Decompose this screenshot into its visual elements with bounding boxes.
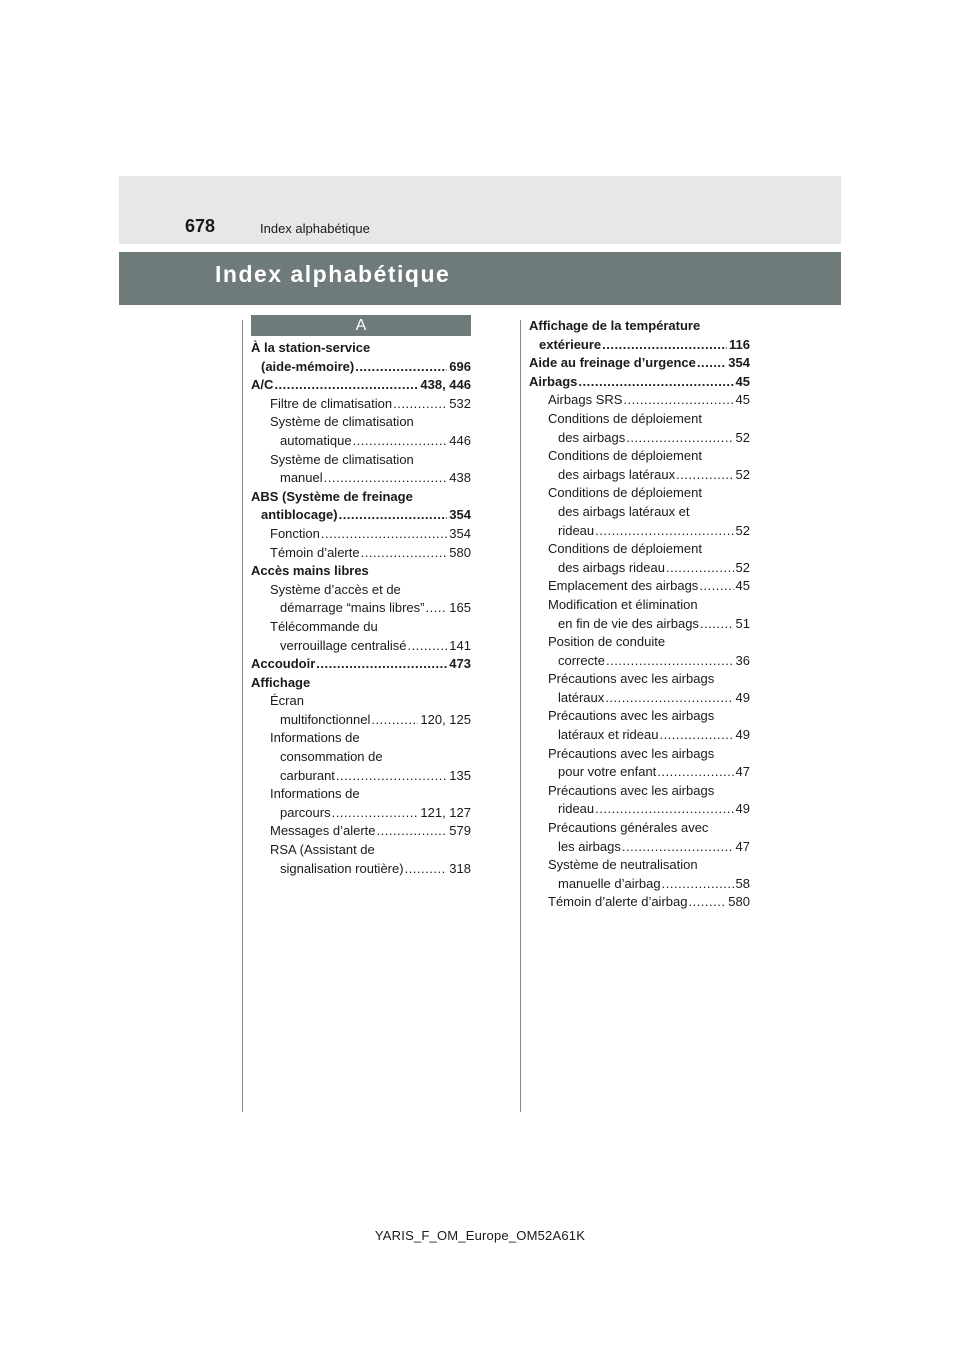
entry-text: Airbags SRS — [548, 392, 623, 408]
entry-text: (aide-mémoire) — [261, 358, 355, 374]
page-reference: 696 — [449, 358, 471, 374]
index-entry — [529, 410, 750, 429]
index-entry — [529, 540, 750, 559]
page-reference: 438, 446 — [420, 377, 471, 393]
page-reference: 116 — [729, 336, 750, 352]
index-entry — [529, 447, 750, 466]
index-entry — [251, 358, 471, 377]
index-entry — [251, 785, 471, 804]
entry-text: extérieure — [539, 336, 602, 352]
index-entry — [251, 692, 471, 711]
index-entry — [529, 354, 750, 373]
index-entry — [529, 838, 750, 857]
index-entry — [251, 395, 471, 414]
index-entry — [529, 429, 750, 448]
dot-leader — [377, 822, 448, 841]
page-reference: 52 — [735, 522, 750, 538]
page-reference: 579 — [449, 823, 471, 839]
index-entry — [529, 336, 750, 355]
entry-text: Système d’accès et de — [270, 581, 401, 597]
index-entry — [529, 763, 750, 782]
entry-text: ABS (Système de freinage — [251, 488, 413, 504]
entry-text: Témoin d’alerte d’airbag — [548, 894, 688, 910]
entry-text: Système de neutralisation — [548, 857, 698, 873]
index-entry — [529, 596, 750, 615]
entry-text: Accoudoir — [251, 656, 316, 672]
index-entry — [251, 432, 471, 451]
page-reference: 36 — [735, 652, 750, 668]
dot-leader — [622, 838, 734, 857]
entry-text: Système de climatisation — [270, 451, 414, 467]
index-entry — [251, 339, 471, 358]
entry-text: signalisation routière) — [280, 860, 404, 876]
dot-leader — [336, 767, 447, 786]
entry-text: des airbags — [558, 429, 626, 445]
entry-text: démarrage “mains libres” — [280, 600, 425, 616]
page-number: 678 — [185, 216, 216, 236]
index-entry — [529, 615, 750, 634]
entry-text: Affichage — [251, 674, 311, 690]
entry-text: latéraux et rideau — [558, 727, 659, 743]
entry-text: Précautions avec les airbags — [548, 671, 715, 687]
page-reference: 135 — [449, 767, 471, 783]
page-reference: 354 — [449, 525, 471, 541]
page-reference: 446 — [449, 432, 471, 448]
entry-text: les airbags — [558, 838, 621, 854]
dot-leader — [407, 637, 447, 656]
index-entry — [529, 373, 750, 392]
entry-text: Conditions de déploiement — [548, 448, 702, 464]
index-entry — [529, 745, 750, 764]
page-reference: 120, 125 — [420, 711, 471, 727]
dot-leader — [676, 466, 733, 485]
entry-text: consommation de — [280, 749, 383, 765]
dot-leader — [602, 336, 727, 355]
dot-leader — [606, 652, 734, 671]
page-reference: 45 — [735, 578, 750, 594]
entry-text: Précautions avec les airbags — [548, 708, 715, 724]
entry-text: correcte — [558, 652, 605, 668]
entry-text: des airbags rideau — [558, 559, 665, 575]
page-reference: 49 — [735, 689, 750, 705]
index-entry — [251, 581, 471, 600]
section-letter-header: A — [251, 315, 471, 336]
entry-text: Témoin d’alerte — [270, 544, 360, 560]
dot-leader — [623, 391, 733, 410]
dot-leader — [697, 354, 726, 373]
index-entry — [529, 317, 750, 336]
entry-text: manuelle d’airbag — [558, 875, 661, 891]
dot-leader — [321, 525, 447, 544]
dot-leader — [699, 577, 733, 596]
dot-leader — [371, 711, 418, 730]
page-reference: 473 — [449, 656, 471, 672]
index-entry — [251, 822, 471, 841]
dot-leader — [361, 544, 448, 563]
entry-text: multifonctionnel — [280, 711, 371, 727]
index-entry — [529, 800, 750, 819]
index-entry — [251, 525, 471, 544]
column-divider-right — [520, 320, 521, 1112]
page-reference: 318 — [449, 860, 471, 876]
dot-leader — [700, 615, 734, 634]
entry-text: Airbags — [529, 373, 578, 389]
index-entry — [529, 391, 750, 410]
dot-leader — [426, 599, 448, 618]
index-entry — [251, 469, 471, 488]
index-entry — [251, 804, 471, 823]
page-reference: 52 — [735, 429, 750, 445]
index-entry — [529, 856, 750, 875]
index-entry — [529, 689, 750, 708]
index-entry — [251, 506, 471, 525]
dot-leader — [595, 800, 733, 819]
index-entry — [529, 875, 750, 894]
index-entry — [251, 544, 471, 563]
entry-text: RSA (Assistant de — [270, 842, 375, 858]
entry-text: des airbags latéraux et — [558, 503, 690, 519]
index-entry — [529, 503, 750, 522]
header-band — [119, 176, 841, 244]
entry-text: verrouillage centralisé — [280, 637, 407, 653]
index-entry — [251, 562, 471, 581]
index-entry — [529, 466, 750, 485]
entry-text: Accès mains libres — [251, 563, 369, 579]
entry-text: manuel — [280, 470, 323, 486]
entry-text: Conditions de déploiement — [548, 541, 702, 557]
dot-leader — [274, 376, 418, 395]
page-reference: 532 — [449, 395, 471, 411]
entry-text: Précautions générales avec — [548, 820, 709, 836]
dot-leader — [605, 689, 733, 708]
entry-text: À la station-service — [251, 340, 371, 355]
entry-text: automatique — [280, 432, 352, 448]
page-reference: 51 — [735, 615, 750, 631]
index-entry — [529, 670, 750, 689]
page-reference: 354 — [728, 355, 750, 371]
dot-leader — [688, 893, 726, 912]
column-divider-left — [242, 320, 243, 1112]
entry-text: Précautions avec les airbags — [548, 745, 715, 761]
entry-text: Écran — [270, 693, 304, 709]
page-reference: 580 — [728, 894, 750, 910]
dot-leader — [316, 655, 447, 674]
entry-text: Messages d’alerte — [270, 823, 376, 839]
entry-text: Modification et élimination — [548, 596, 698, 612]
entry-text: Fonction — [270, 525, 320, 541]
entry-text: en fin de vie des airbags — [558, 615, 699, 631]
entry-text: Aide au freinage d’urgence — [529, 355, 696, 371]
index-entry — [251, 841, 471, 860]
index-entry — [529, 577, 750, 596]
index-entry — [251, 488, 471, 507]
page-reference: 438 — [449, 470, 471, 486]
page-reference: 580 — [449, 544, 471, 560]
dot-leader — [339, 506, 448, 525]
index-entry — [529, 782, 750, 801]
index-entry — [529, 559, 750, 578]
index-entry — [251, 767, 471, 786]
entry-text: Système de climatisation — [270, 414, 414, 430]
entry-text: Filtre de climatisation — [270, 395, 393, 411]
index-column-right — [529, 317, 750, 912]
entry-text: parcours — [280, 804, 331, 820]
entry-text: Conditions de déploiement — [548, 410, 702, 426]
dot-leader — [332, 804, 419, 823]
entry-text: Précautions avec les airbags — [548, 782, 715, 798]
entry-text: rideau — [558, 801, 595, 817]
index-entry — [251, 451, 471, 470]
page-reference: 52 — [735, 559, 750, 575]
entry-text: Affichage de la température — [529, 318, 701, 333]
index-entry — [251, 618, 471, 637]
page-reference: 52 — [735, 466, 750, 482]
page-reference: 47 — [735, 838, 750, 854]
page-reference: 45 — [735, 392, 750, 408]
index-entry — [251, 748, 471, 767]
index-entry — [251, 655, 471, 674]
dot-leader — [355, 358, 447, 377]
index-entry — [529, 484, 750, 503]
footer-doc-id: YARIS_F_OM_Europe_OM52A61K — [374, 1228, 586, 1243]
index-entry — [529, 522, 750, 541]
index-entry — [529, 633, 750, 652]
entry-text: des airbags latéraux — [558, 466, 676, 482]
index-entry — [529, 819, 750, 838]
dot-leader — [324, 469, 448, 488]
entry-text: Emplacement des airbags — [548, 578, 699, 594]
page-reference: 165 — [449, 600, 471, 616]
dot-leader — [666, 559, 734, 578]
page-reference: 141 — [449, 637, 471, 653]
entry-text: Informations de — [270, 730, 360, 746]
dot-leader — [578, 373, 733, 392]
page-title: Index alphabétique — [215, 261, 451, 287]
dot-leader — [657, 763, 733, 782]
index-entry — [251, 674, 471, 693]
index-entry — [529, 652, 750, 671]
index-entry — [529, 707, 750, 726]
entry-text: A/C — [251, 377, 274, 393]
entry-text: latéraux — [558, 689, 605, 705]
entry-text: Conditions de déploiement — [548, 485, 702, 501]
page-reference: 49 — [735, 727, 750, 743]
entry-text: pour votre enfant — [558, 764, 657, 780]
dot-leader — [595, 522, 733, 541]
index-entry — [251, 711, 471, 730]
dot-leader — [626, 429, 733, 448]
dot-leader — [353, 432, 448, 451]
index-entry — [251, 376, 471, 395]
index-entry — [251, 860, 471, 879]
running-head: Index alphabétique — [260, 221, 370, 236]
dot-leader — [393, 395, 447, 414]
dot-leader — [662, 875, 734, 894]
page-reference: 49 — [735, 801, 750, 817]
index-entry — [529, 726, 750, 745]
index-entry — [529, 893, 750, 912]
page-reference: 45 — [735, 373, 750, 389]
entry-text: rideau — [558, 522, 595, 538]
page-reference: 121, 127 — [420, 804, 471, 820]
index-entry — [251, 413, 471, 432]
dot-leader — [659, 726, 733, 745]
dot-leader — [405, 860, 448, 879]
page-reference: 47 — [735, 764, 750, 780]
entry-text: carburant — [280, 767, 335, 783]
page-reference: 354 — [449, 507, 471, 523]
index-entry — [251, 599, 471, 618]
index-column-left — [251, 339, 471, 878]
entry-text: Position de conduite — [548, 634, 666, 650]
entry-text: Informations de — [270, 786, 360, 802]
index-entry — [251, 637, 471, 656]
entry-text: antiblocage) — [261, 507, 338, 523]
entry-text: Télécommande du — [270, 618, 378, 634]
index-entry — [251, 729, 471, 748]
page-reference: 58 — [735, 875, 750, 891]
